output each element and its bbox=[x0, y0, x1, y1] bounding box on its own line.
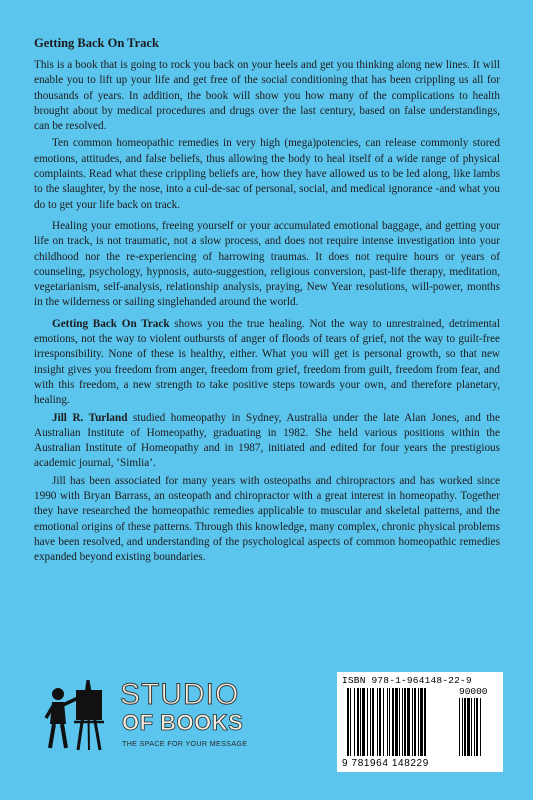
barcode-digits: 9 781964 148229 bbox=[342, 758, 429, 769]
isbn-barcode bbox=[337, 672, 503, 772]
book-title-inline: Getting Back On Track bbox=[52, 317, 170, 330]
painter-at-easel-icon bbox=[38, 672, 118, 752]
author-name: Jill R. Turland bbox=[52, 411, 128, 424]
blurb-text bbox=[34, 58, 500, 566]
blurb-paragraph-2: Ten common homeopathic remedies in very high (mega)potencies, can release commonly stored emotions, attitudes, and false beliefs, thus allowing the body to heal itself of a wide range of physical complaints. Read what these crippling beliefs are, how they have allowed us to be led along, like lambs to the slaughter, by the nose, into a cul-de-sac of personal, social, and medical ignorance -and what you do to get your life back on track. bbox=[34, 137, 500, 211]
book-title-heading: Getting Back On Track bbox=[34, 36, 159, 50]
price-code: 90000 bbox=[459, 686, 488, 697]
blurb-paragraph-4-text: shows you the true healing. Not the way to unrestrained, detrimental emotions, not the way to violent outbursts of anger of floods of tears of grief, not the way to guilt-free irresponsibility. None of these is healthy, either. What you will get is personal growth, so that new insight gives you freedom from anger, freedom from grief, freedom from guilt, freedom from fear, and with this freedom, a new strength to take positive steps towards your own, and therefore planetary, healing. bbox=[34, 317, 500, 407]
blurb-paragraph-4 bbox=[34, 317, 500, 409]
author-bio-paragraph-2: Jill has been associated for many years with osteopaths and chiropractors and has worked since 1990 with Bryan Barrass, an osteopath and chiropractor with a great interest in homeopathy. Together they have researched the homeopathic remedies applicable to muscular and skeletal patterns, and the emotional origins of these patterns. Through this knowledge, many complex, chronic physical problems have been resolved, and understanding of the psychological aspects of common homeopathic remedies expanded beyond existing boundaries. bbox=[34, 474, 500, 564]
publisher-name-line2: OF BOOKS bbox=[122, 710, 244, 735]
isbn-number: ISBN 978-1-964148-22-9 bbox=[342, 675, 472, 686]
blurb-paragraph-3: Healing your emotions, freeing yourself or your accumulated emotional baggage, and getting your life on track, is not traumatic, not a slow process, and does not require intense investigation into your childhood nor the re-experiencing of harrowing traumas. It does not require hours or years of counseling, psychology, hypnosis, auto-suggestion, religious conversion, past-life therapy, meditation, vegetarianism, self-analysis, relationship analysis, praying, New Year resolutions, will-power, months in the wilderness or sailing singlehanded around the world. bbox=[34, 219, 500, 309]
publisher-logo bbox=[38, 672, 268, 752]
publisher-tagline: THE SPACE FOR YOUR MESSAGE bbox=[122, 739, 248, 748]
barcode-bars bbox=[337, 672, 503, 772]
author-bio-paragraph-1 bbox=[34, 411, 500, 472]
publisher-name-line1: STUDIO bbox=[120, 678, 240, 711]
author-bio-text: studied homeopathy in Sydney, Australia under the late Alan Jones, and the Australian Institute of Homeopathy, graduating in 1982. She held various positions within the Australian Institute of Homeopathy and in 1987, initiated and edited for four years the prestigious academic journal, ‘Simlia’. bbox=[34, 411, 500, 470]
blurb-paragraph-1: This is a book that is going to rock you back on your heels and get you thinking along new lines. It will enable you to lift up your life and get free of the social conditioning that has been crippling us all for thousands of years. In addition, the book will show you how many of the complications to health brought about by medical procedures and drugs over the last century, based on false understandings, can be resolved. bbox=[34, 59, 500, 133]
